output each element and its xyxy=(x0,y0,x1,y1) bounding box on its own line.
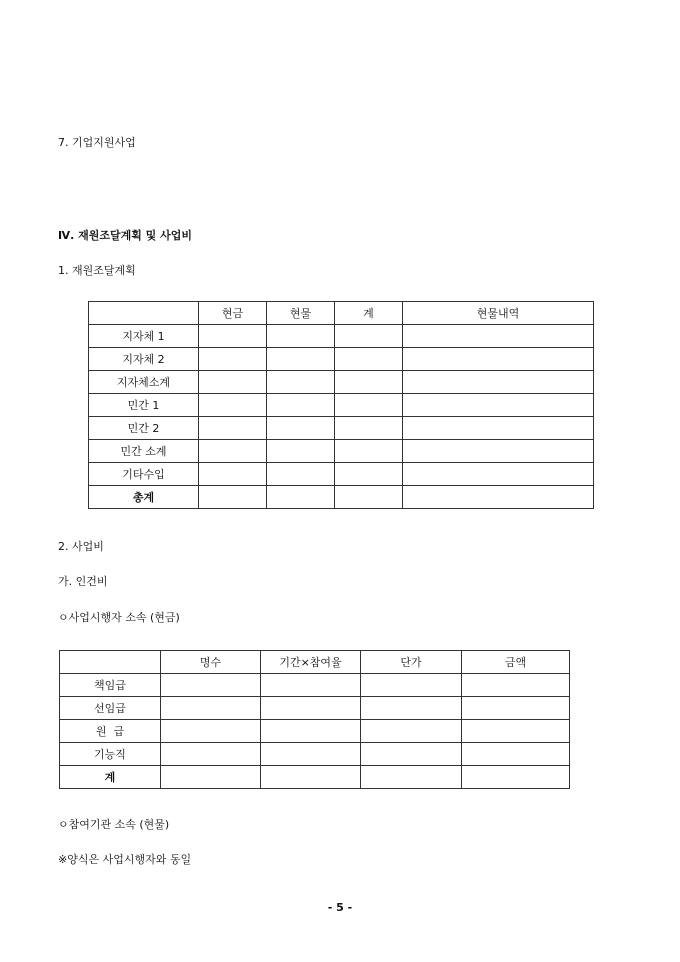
header-cell xyxy=(89,302,199,325)
page-number: - 5 - xyxy=(327,901,353,914)
header-cell: 현물 xyxy=(267,302,335,325)
table-cell xyxy=(403,325,594,348)
funding-table xyxy=(88,301,594,509)
table-cell xyxy=(199,463,267,486)
row-label: 원 급 xyxy=(60,720,161,743)
table-row xyxy=(60,743,570,766)
row-label: 민간 소계 xyxy=(89,440,199,463)
table-cell xyxy=(462,674,570,697)
table-cell xyxy=(361,743,462,766)
table-cell xyxy=(267,371,335,394)
table-cell xyxy=(335,440,403,463)
table-cell xyxy=(261,674,361,697)
table-cell xyxy=(261,743,361,766)
table-cell xyxy=(199,486,267,509)
table-row xyxy=(89,486,594,509)
table-cell xyxy=(161,674,261,697)
table-cell xyxy=(161,697,261,720)
labor-cost-table xyxy=(59,650,570,789)
labor-table-header-row xyxy=(60,651,570,674)
table-cell xyxy=(267,325,335,348)
table-cell xyxy=(267,463,335,486)
table-cell xyxy=(403,394,594,417)
table-cell xyxy=(462,697,570,720)
table-cell xyxy=(161,766,261,789)
table-row xyxy=(89,371,594,394)
table-cell xyxy=(261,766,361,789)
funding-table-header-row xyxy=(89,302,594,325)
table-cell xyxy=(403,371,594,394)
table-row xyxy=(89,394,594,417)
item-7-title: 7. 기업지원사업 xyxy=(58,136,136,149)
table-cell xyxy=(361,697,462,720)
subsection-1-title: 1. 재원조달계획 xyxy=(58,264,136,277)
table-cell xyxy=(335,371,403,394)
table-cell xyxy=(199,440,267,463)
section-4-heading: Ⅳ. 재원조달계획 및 사업비 xyxy=(58,229,193,242)
table-cell xyxy=(403,463,594,486)
table-cell xyxy=(335,348,403,371)
table-row xyxy=(89,348,594,371)
row-label: 지자체 2 xyxy=(89,348,199,371)
row-label: 민간 1 xyxy=(89,394,199,417)
table-cell xyxy=(403,417,594,440)
table-cell xyxy=(267,348,335,371)
table-cell xyxy=(161,720,261,743)
table-cell xyxy=(335,486,403,509)
bullet-operator-cash: ㅇ사업시행자 소속 (현금) xyxy=(58,611,180,624)
table-cell xyxy=(267,394,335,417)
header-cell: 현금 xyxy=(199,302,267,325)
table-cell xyxy=(335,463,403,486)
table-cell xyxy=(161,743,261,766)
table-cell xyxy=(199,371,267,394)
table-cell xyxy=(261,697,361,720)
row-label: 계 xyxy=(60,766,161,789)
table-cell xyxy=(361,674,462,697)
row-label: 민간 2 xyxy=(89,417,199,440)
table-cell xyxy=(199,348,267,371)
format-note: ※양식은 사업시행자와 동일 xyxy=(58,853,192,866)
table-cell xyxy=(199,394,267,417)
table-cell xyxy=(261,720,361,743)
bullet-partner-inkind: ㅇ참여기관 소속 (현물) xyxy=(58,818,170,831)
header-cell: 단가 xyxy=(361,651,462,674)
table-row xyxy=(89,325,594,348)
table-cell xyxy=(335,417,403,440)
table-cell xyxy=(267,417,335,440)
table-cell xyxy=(335,325,403,348)
table-row xyxy=(60,720,570,743)
header-cell: 명수 xyxy=(161,651,261,674)
subsection-2a-title: 가. 인건비 xyxy=(58,575,108,588)
row-label: 총계 xyxy=(89,486,199,509)
row-label: 지자체 1 xyxy=(89,325,199,348)
table-row xyxy=(60,766,570,789)
table-cell xyxy=(335,394,403,417)
table-cell xyxy=(403,486,594,509)
table-cell xyxy=(267,486,335,509)
table-cell xyxy=(462,720,570,743)
table-cell xyxy=(462,766,570,789)
row-label: 선임급 xyxy=(60,697,161,720)
table-cell xyxy=(361,766,462,789)
row-label: 지자체소계 xyxy=(89,371,199,394)
table-row xyxy=(89,463,594,486)
row-label: 책임급 xyxy=(60,674,161,697)
header-cell: 현물내역 xyxy=(403,302,594,325)
table-cell xyxy=(267,440,335,463)
table-row xyxy=(89,440,594,463)
table-row xyxy=(89,417,594,440)
table-row xyxy=(60,697,570,720)
header-cell xyxy=(60,651,161,674)
header-cell: 계 xyxy=(335,302,403,325)
table-cell xyxy=(199,417,267,440)
row-label: 기능직 xyxy=(60,743,161,766)
header-cell: 금액 xyxy=(462,651,570,674)
table-cell xyxy=(199,325,267,348)
table-cell xyxy=(462,743,570,766)
subsection-2-title: 2. 사업비 xyxy=(58,540,104,553)
header-cell: 기간×참여율 xyxy=(261,651,361,674)
table-cell xyxy=(403,348,594,371)
table-cell xyxy=(361,720,462,743)
row-label: 기타수입 xyxy=(89,463,199,486)
table-cell xyxy=(403,440,594,463)
table-row xyxy=(60,674,570,697)
